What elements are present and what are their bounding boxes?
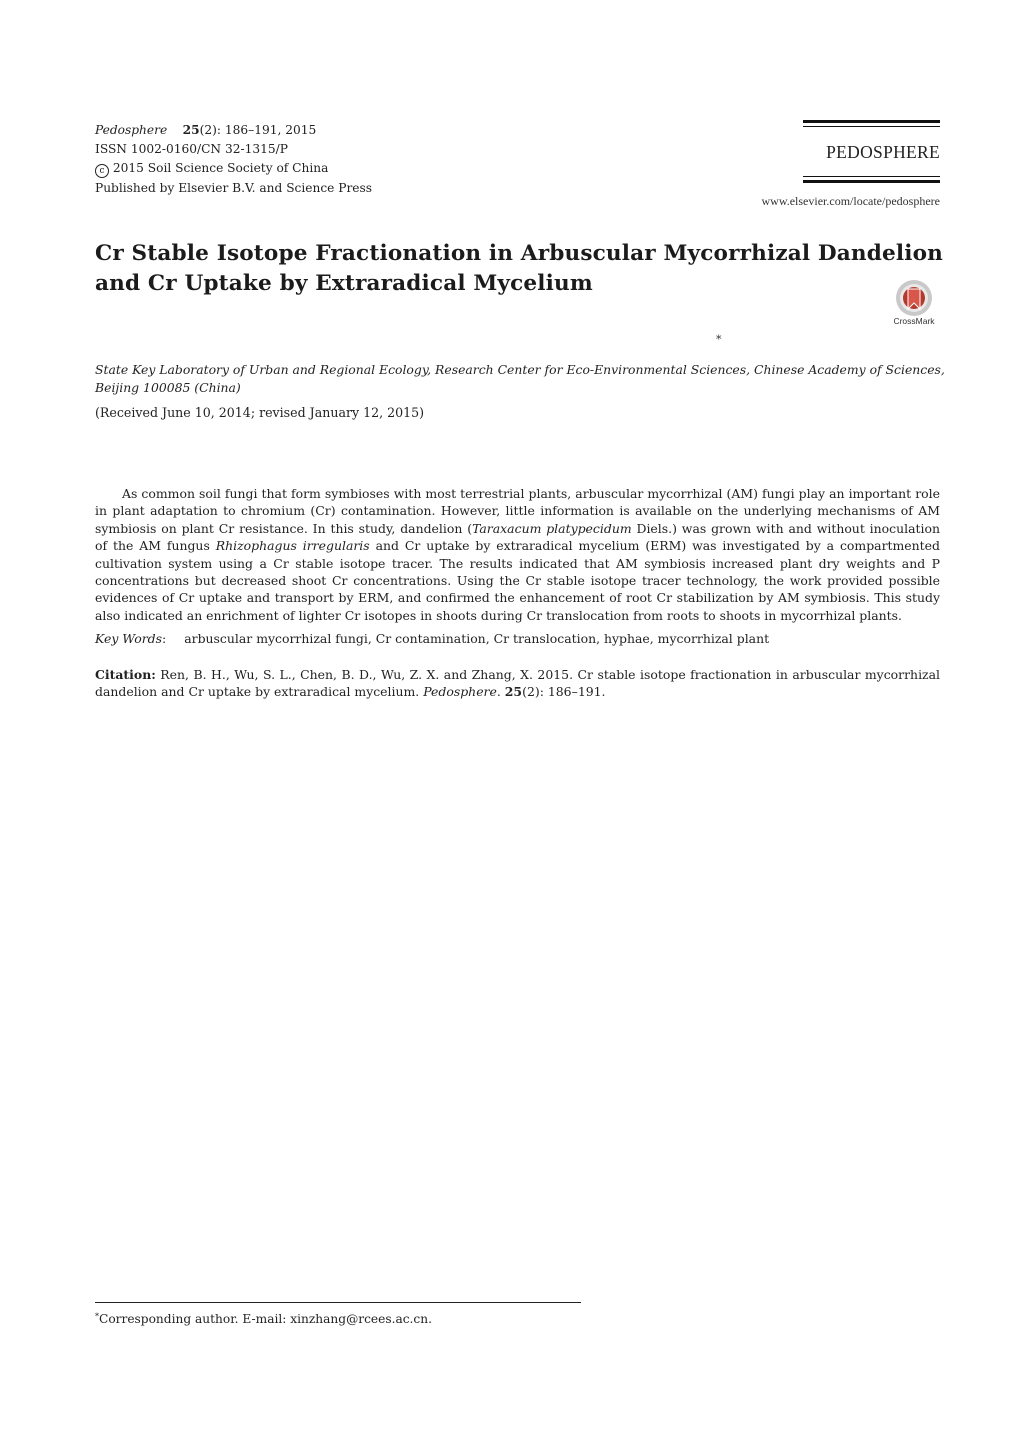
issn-line: ISSN 1002-0160/CN 32-1315/P [95,142,288,157]
citation [95,666,940,701]
keywords [95,631,769,646]
citation-rest: (2): 186–191. [522,684,606,700]
footnote-rule [95,1302,581,1303]
abstract-species-1: Taraxacum platypecidum [472,520,632,536]
abstract-paragraph [95,485,940,624]
journal-header [95,121,372,198]
crossmark-icon [889,279,939,319]
logo-title: PEDOSPHERE [826,142,940,162]
title-line-1: Cr Stable Isotope Fractionation in Arbuscular Mycorrhizal Dandelion [95,241,944,266]
journal-url-link[interactable]: www.elsevier.com/locate/pedosphere [761,194,940,208]
journal-citation-line [95,121,372,140]
abstract [95,485,940,624]
citation-volume: 25 [504,684,523,700]
author-marker: * [716,333,722,346]
journal-issue-pages: (2): 186–191, 2015 [199,123,317,137]
received-dates: (Received June 10, 2014; revised January 12, 2015) [95,405,425,420]
crossmark-badge[interactable] [889,279,939,329]
crossmark-label: CrossMark [893,316,935,326]
journal-logo [737,120,940,212]
copyright-icon: c [95,164,109,178]
logo-rule-bottom-thin [803,176,940,177]
journal-name: Pedosphere [95,123,168,137]
affiliation: State Key Laboratory of Urban and Regional Ecology, Research Center for Eco-Environmental Sciences, Chinese Academy of Sciences, Beijing 100085 (China) [95,362,945,396]
citation-label: Citation: [95,667,156,682]
abstract-species-2: Rhizophagus irregularis [215,538,370,554]
footnote-star: * [95,1312,99,1321]
logo-rule-top-thin [803,126,940,127]
citation-dot: . [496,684,505,700]
logo-rule-bottom-thick [803,180,940,183]
citation-text: Ren, B. H., Wu, S. L., Chen, B. D., Wu, Z. X. and Zhang, X. 2015. Cr stable isotope fractionation in arbuscular mycorrhizal dandelion and Cr uptake by extraradical mycelium. [95,667,940,700]
abstract-part-1: As common soil fungi that form symbioses with most terrestrial plants, arbuscular mycorrhizal (AM) fungi play an important role in plant adaptation to chromium (Cr) contamination. However, little information is available on the underlying mechanisms of AM symbiosis on plant Cr resistance. In this study, dandelion ( [95,486,940,536]
publisher-line: Published by Elsevier B.V. and Science Press [95,180,372,195]
copyright-line [95,159,372,178]
keywords-colon: : [162,631,167,646]
title-line-2: and Cr Uptake by Extraradical Mycelium [95,271,593,296]
keywords-label: Key Words [95,631,163,646]
journal-volume: 25 [182,123,200,137]
abstract-part-2: Diels.) was grown with and without inoculation of the AM fungus [95,520,940,554]
citation-journal: Pedosphere [423,684,497,700]
footnote [95,1312,432,1326]
abstract-part-3: and Cr uptake by extraradical mycelium (ERM) was investigated by a compartmented cultivation system using a Cr stable isotope tracer. The results indicated that AM symbiosis increased plant dry weights and P concentrations but decreased shoot Cr concentrations. Using the Cr stable isotope tracer technology, the work provided possible evidences of Cr uptake and transport by ERM, and confirmed the enhancement of root Cr stabilization by AM symbiosis. This study also indicated an enrichment of lighter Cr isotopes in shoots during Cr translocation from roots to shoots in mycorrhizal plants. [95,538,940,623]
copyright-text: 2015 Soil Science Society of China [112,161,329,176]
logo-rule-top-thick [803,120,940,123]
footnote-text: Corresponding author. E-mail: xinzhang@rcees.ac.cn. [99,1312,432,1326]
keywords-text: arbuscular mycorrhizal fungi, Cr contamination, Cr translocation, hyphae, mycorrhizal plant [184,631,770,646]
article-title [95,239,945,299]
